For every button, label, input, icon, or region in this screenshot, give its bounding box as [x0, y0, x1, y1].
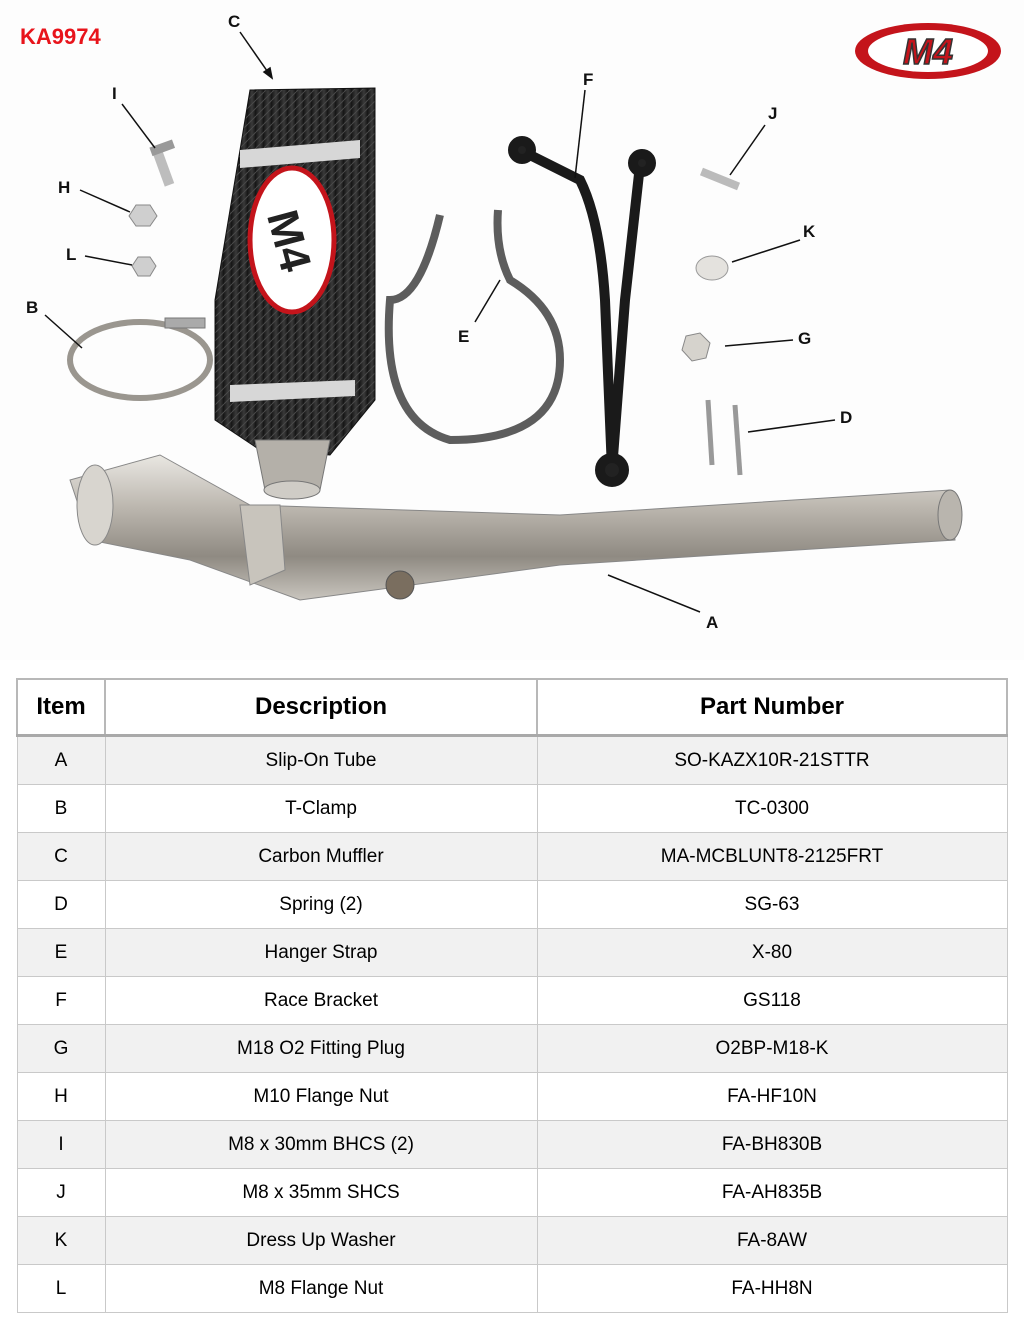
cell-part-number: X-80 [537, 929, 1007, 977]
callout-j: J [768, 104, 778, 123]
cell-item: L [17, 1265, 105, 1313]
cell-item: B [17, 785, 105, 833]
cell-item: C [17, 833, 105, 881]
cell-description: Spring (2) [105, 881, 537, 929]
cell-part-number: GS118 [537, 977, 1007, 1025]
cell-item: I [17, 1121, 105, 1169]
callout-e: E [458, 327, 470, 346]
cell-part-number: O2BP-M18-K [537, 1025, 1007, 1073]
cell-part-number: FA-HH8N [537, 1265, 1007, 1313]
table-row [17, 1169, 1007, 1217]
table-row [17, 1121, 1007, 1169]
cell-item: J [17, 1169, 105, 1217]
cell-description: Carbon Muffler [105, 833, 537, 881]
callout-k: K [803, 222, 816, 241]
table-row [17, 1073, 1007, 1121]
cell-description: Race Bracket [105, 977, 537, 1025]
cell-item: F [17, 977, 105, 1025]
cell-description: M18 O2 Fitting Plug [105, 1025, 537, 1073]
header-part-number: Part Number [537, 679, 1007, 736]
table-row [17, 977, 1007, 1025]
cell-description: T-Clamp [105, 785, 537, 833]
logo-text: M4 [902, 31, 954, 72]
cell-part-number: FA-AH835B [537, 1169, 1007, 1217]
table-row [17, 1025, 1007, 1073]
callout-b: B [26, 298, 39, 317]
cell-item: G [17, 1025, 105, 1073]
cell-description: M8 x 35mm SHCS [105, 1169, 537, 1217]
callout-a: A [706, 613, 719, 632]
cell-part-number: MA-MCBLUNT8-2125FRT [537, 833, 1007, 881]
cell-item: A [17, 736, 105, 785]
table-row [17, 785, 1007, 833]
callout-i: I [112, 84, 117, 103]
header-item: Item [17, 679, 105, 736]
callout-l: L [66, 245, 77, 264]
cell-part-number: SO-KAZX10R-21STTR [537, 736, 1007, 785]
cell-part-number: SG-63 [537, 881, 1007, 929]
callout-g: G [798, 329, 812, 348]
table-row [17, 833, 1007, 881]
parts-photo [0, 0, 1024, 660]
table-row [17, 1265, 1007, 1313]
cell-item: E [17, 929, 105, 977]
cell-item: D [17, 881, 105, 929]
callout-c: C [228, 12, 241, 31]
cell-part-number: FA-HF10N [537, 1073, 1007, 1121]
cell-description: Hanger Strap [105, 929, 537, 977]
header-description: Description [105, 679, 537, 736]
cell-part-number: FA-BH830B [537, 1121, 1007, 1169]
cell-description: M8 x 30mm BHCS (2) [105, 1121, 537, 1169]
callout-f: F [583, 70, 594, 89]
table-row [17, 736, 1007, 785]
table-row [17, 929, 1007, 977]
cell-part-number: TC-0300 [537, 785, 1007, 833]
parts-table [16, 678, 1008, 1313]
cell-item: H [17, 1073, 105, 1121]
table-row [17, 881, 1007, 929]
callout-d: D [840, 408, 853, 427]
cell-item: K [17, 1217, 105, 1265]
cell-description: M10 Flange Nut [105, 1073, 537, 1121]
table-row [17, 1217, 1007, 1265]
cell-description: Dress Up Washer [105, 1217, 537, 1265]
table-header-row [17, 679, 1007, 736]
cell-part-number: FA-8AW [537, 1217, 1007, 1265]
svg-text:M4: M4 [257, 205, 321, 277]
cell-description: M8 Flange Nut [105, 1265, 537, 1313]
cell-description: Slip-On Tube [105, 736, 537, 785]
callout-h: H [58, 178, 71, 197]
document-id: KA9974 [20, 24, 101, 49]
m4-logo-icon [852, 20, 1004, 82]
